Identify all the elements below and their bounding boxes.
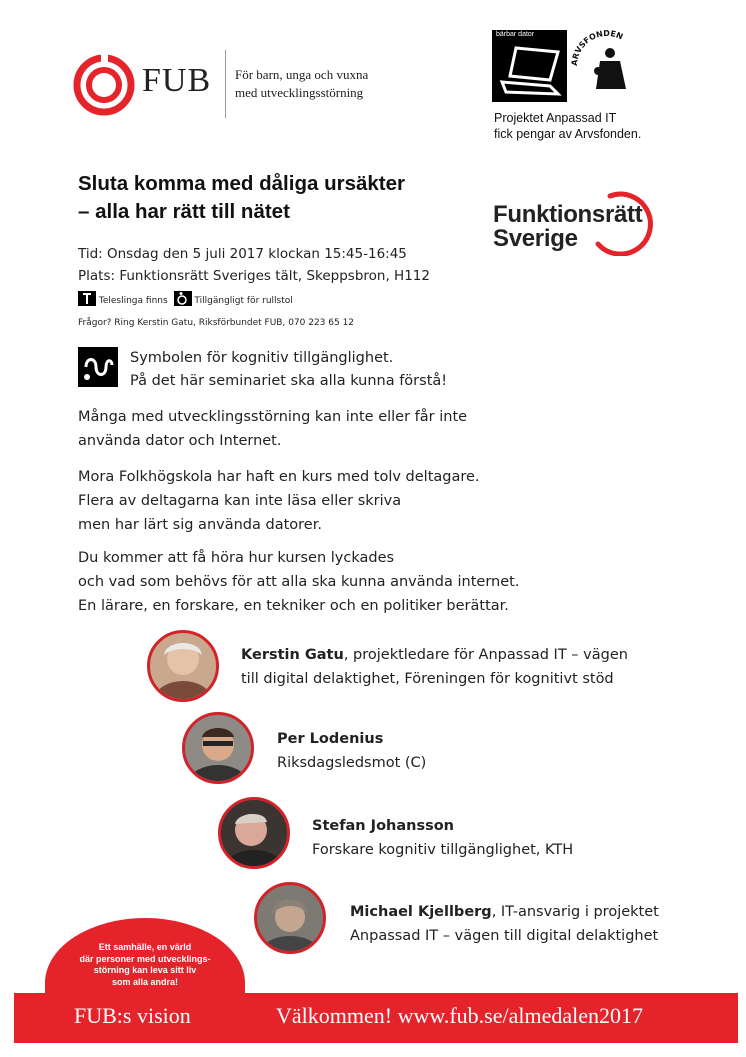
speaker-photo-michael [254,882,326,954]
cognitive-text [130,347,447,393]
speaker-role: Riksdagsledsmot (C) [277,755,427,771]
cognitive-line1: Symbolen för kognitiv tillgänglighet. [130,350,394,366]
funktionsratt-line2: Sverige [493,225,578,252]
accessibility-row [78,291,293,306]
speaker-role: , projektledare för Anpassad IT – vägen [343,647,628,663]
arvsfonden-seal-icon [568,27,646,105]
paragraph-3 [78,546,519,618]
speaker-role: Anpassad IT – vägen till digital delaktighet [350,928,659,944]
laptop-label: bärbar dator [496,31,535,38]
speaker-role: , IT-ansvarig i projektet [491,904,659,920]
arvsfonden-caption [494,110,641,142]
vision-line: störning kan leva sitt liv [93,965,197,975]
contact-questions: Frågor? Ring Kerstin Gatu, Riksförbundet FUB, 070 223 65 12 [78,318,355,328]
speaker-stefan [312,814,573,862]
laptop-icon [492,30,567,102]
wheelchair-icon [174,291,192,306]
cognitive-accessibility-icon [78,347,118,387]
funktionsratt-logo [493,203,642,251]
speaker-role: till digital delaktighet, Föreningen för kognitivt stöd [241,671,614,687]
fub-tagline [235,66,368,102]
paragraph-line: En lärare, en forskare, en tekniker och en politiker berättar. [78,598,509,614]
speaker-photo-per [182,712,254,784]
vision-line: Ett samhälle, en värld [98,942,192,952]
event-info [78,243,430,287]
vision-text [60,942,230,988]
teleslinga-label: Teleslinga finns [98,296,168,306]
paragraph-line: Många med utvecklingsstörning kan inte eller får inte [78,409,468,425]
speaker-name: Kerstin Gatu [241,647,344,663]
vision-line: som alla andra! [111,976,179,987]
paragraph-line: Flera av deltagarna kan inte läsa eller skriva [78,493,402,509]
speaker-photo-kerstin [147,630,219,702]
cognitive-line2: På det här seminariet ska alla kunna förstå! [130,373,448,389]
caption-line1: Projektet Anpassad IT [494,111,617,125]
speaker-kerstin [241,643,628,691]
fub-logo-icon [73,54,135,116]
speaker-photo-stefan [218,797,290,869]
event-place: Plats: Funktionsrätt Sveriges tält, Skeppsbron, H112 [78,268,430,284]
hearing-loop-icon [78,291,96,306]
paragraph-line: Mora Folkhögskola har haft en kurs med tolv deltagare. [78,469,480,485]
fub-wordmark: FUB [142,62,212,99]
caption-line2: fick pengar av Arvsfonden. [494,127,642,141]
vision-line: där personer med utvecklings- [79,953,211,964]
speaker-name: Michael Kjellberg [350,904,492,920]
funktionsratt-line1: Funktionsrätt [493,201,643,228]
paragraph-line: Du kommer att få höra hur kursen lyckades [78,550,395,566]
paragraph-1 [78,405,467,453]
speaker-name: Stefan Johansson [312,818,455,834]
speaker-michael [350,900,659,948]
seal-text: ARVSFONDEN [569,28,625,67]
paragraph-line: och vad som behövs för att alla ska kunna använda internet. [78,574,520,590]
title-line2: – alla har rätt till nätet [78,200,290,223]
paragraph-2 [78,465,480,537]
footer-website-link[interactable]: Välkommen! www.fub.se/almedalen2017 [276,1003,643,1028]
speaker-per [277,727,426,775]
rullstol-label: Tillgängligt för rullstol [194,296,293,306]
fub-tagline-line1: För barn, unga och vuxna [235,67,369,82]
paragraph-line: använda dator och Internet. [78,433,282,449]
speaker-role: Forskare kognitiv tillgänglighet, KTH [312,842,574,858]
page-title [78,170,405,226]
speaker-name: Per Lodenius [277,731,384,747]
logo-divider [225,50,226,118]
paragraph-line: men har lärt sig använda datorer. [78,517,322,533]
fub-tagline-line2: med utvecklingsstörning [235,85,364,100]
event-time: Tid: Onsdag den 5 juli 2017 klockan 15:45-16:45 [78,246,407,262]
title-line1: Sluta komma med dåliga ursäkter [78,172,405,195]
footer-vision-label: FUB:s vision [74,1003,191,1028]
